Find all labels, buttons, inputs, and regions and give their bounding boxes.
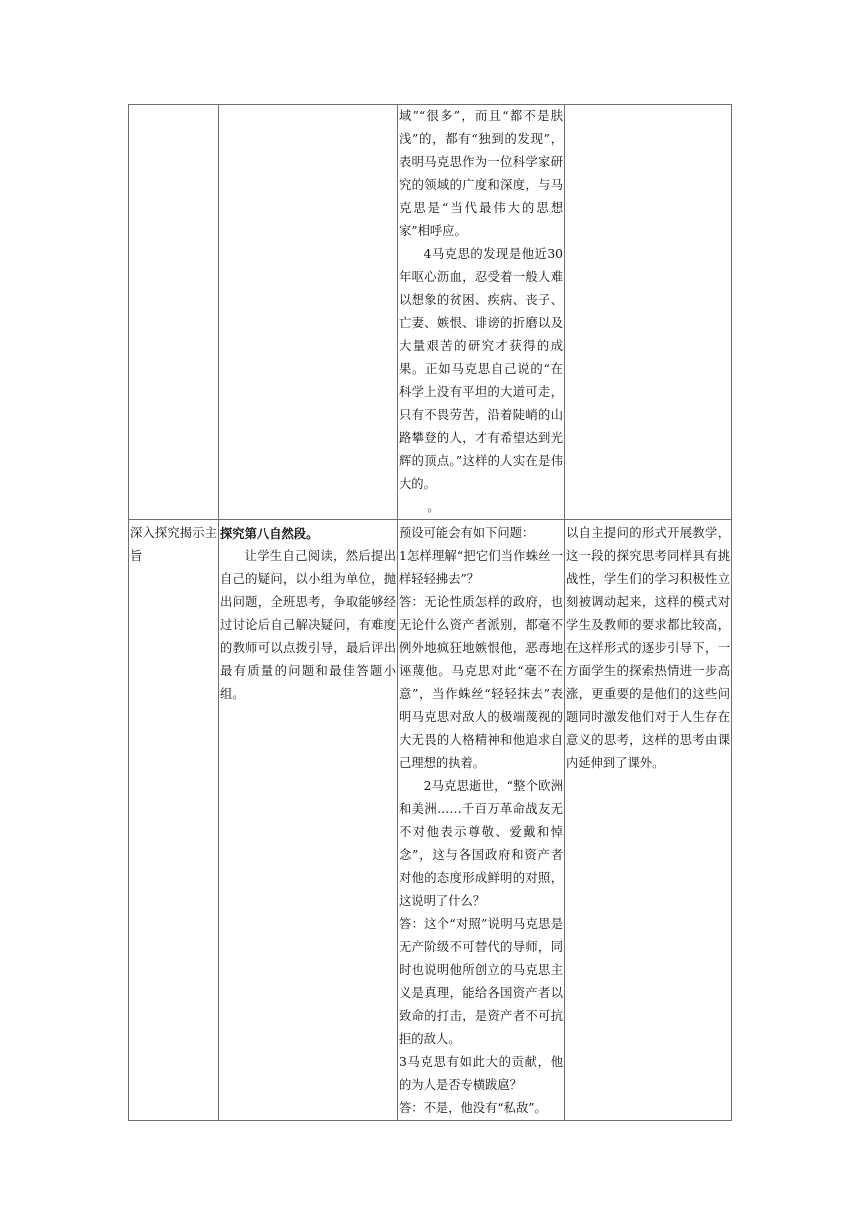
student-activity-cell: [398, 105, 565, 520]
design-intent-cell: [565, 520, 732, 1121]
paragraph: 让学生自己阅读，然后提出自己的疑问，以小组为单位，抛出问题，全班思考，争取能够经过讨论后自己解决疑问，有难度的教师可以点拨引导，最后评出最有质量的问题和最佳答题小组。: [220, 549, 396, 701]
paragraph: 答：不是，他没有“私敌”。: [399, 1101, 547, 1115]
paragraph: 1怎样理解“把它们当作蛛丝一样轻轻拂去”？: [399, 549, 563, 586]
teaching-activity-cell: [219, 105, 398, 520]
paragraph: 2马克思逝世，“整个欧洲和美洲……千百万革命战友无不对他表示尊敬、爱戴和悼念”，这与各国政府和资产者对他的态度形成鲜明的对照，这说明了什么？: [399, 779, 563, 908]
paragraph: 。: [427, 500, 440, 514]
table-row: [129, 520, 732, 1121]
paragraph: 3马克思有如此大的贡献，他的为人是否专横跋扈？: [399, 1055, 563, 1092]
section-heading: 探究第八自然段。: [220, 526, 319, 541]
stage-cell: 深入探究揭示主旨: [129, 520, 219, 1121]
table-row: [129, 105, 732, 520]
stage-cell: [129, 105, 219, 520]
design-intent-cell: [565, 105, 732, 520]
paragraph: 答：这个“对照”说明马克思是无产阶级不可替代的导师，同时也说明他所创立的马克思主义是真理，能给各国资产者以致命的打击，是资产者不可抗拒的敌人。: [399, 917, 563, 1046]
paragraph: 答：无论性质怎样的政府，也无论什么资产者派别，都毫不例外地疯狂地嫉恨他，恶毒地诬蔑他。马克思对此“毫不在意”，当作蛛丝“轻轻抹去”表明马克思对敌人的极端蔑视的大无畏的人格精神和他追求自己理想的执着。: [399, 595, 563, 770]
paragraph: 以自主提问的形式开展教学，这一段的探究思考同样具有挑战性，学生们的学习积极性立刻被调动起来，这样的模式对学生及教师的要求都比较高，在这样形式的逐步引导下，一方面学生的探索热情进一步高涨，更重要的是他们的这些问题同时激发他们对于人生存在意义的思考，这样的思考由课内延伸到了课外。: [566, 526, 730, 770]
teaching-activity-cell: [219, 520, 398, 1121]
paragraph: 4马克思的发现是他近30年呕心沥血，忍受着一般人难以想象的贫困、疾病、丧子、亡妻、嫉恨、诽谤的折磨以及大量艰苦的研究才获得的成果。正如马克思自己说的“在科学上没有平坦的大道可走，只有不畏劳苦，沿着陡峭的山路攀登的人，才有希望达到光辉的顶点。”这样的人实在是伟大的。: [399, 247, 563, 491]
paragraph: 域”“很多”，而且“都不是肤浅”的，都有“独到的发现”，表明马克思作为一位科学家研究的领域的广度和深度，与马克思是“当代最伟大的思想家”相呼应。: [399, 109, 563, 238]
lesson-plan-table: [128, 104, 732, 1121]
student-activity-cell: [398, 520, 565, 1121]
paragraph: 预设可能会有如下问题：: [399, 526, 535, 540]
